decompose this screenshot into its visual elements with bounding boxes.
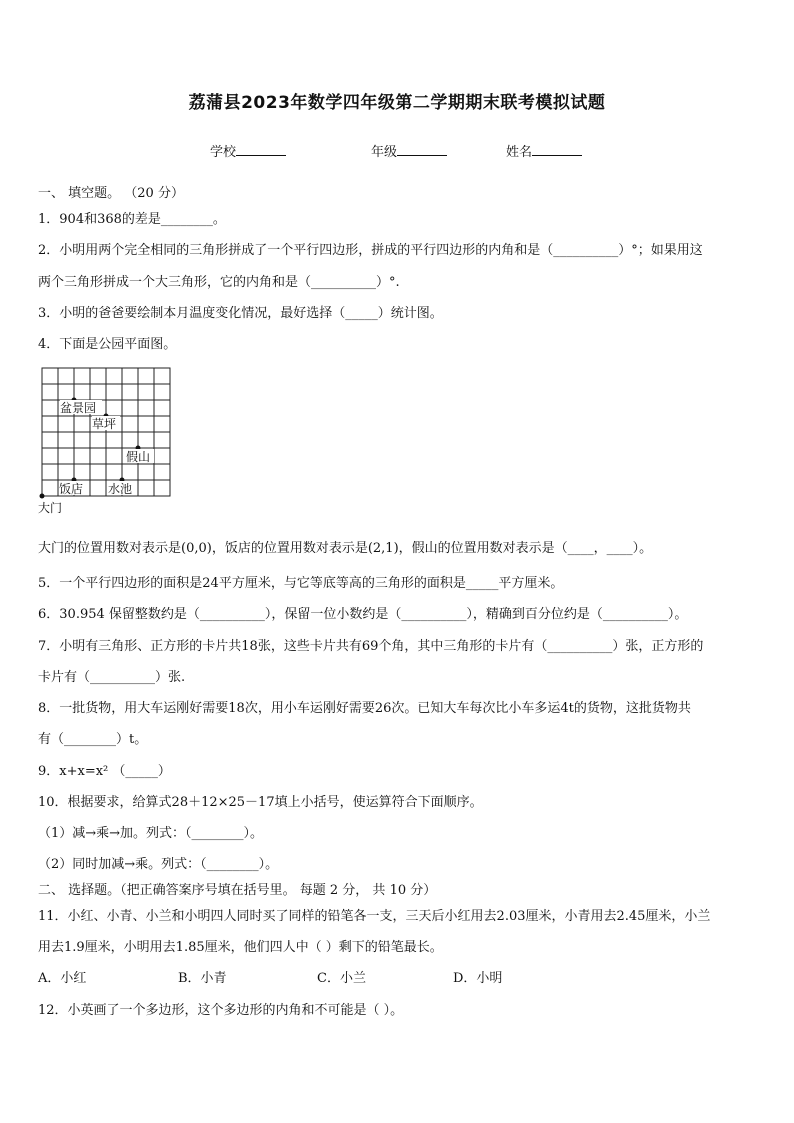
question-11-line-2: 用去1.9厘米，小明用去1.85厘米，他们四人中（ ）剩下的铅笔最长。 (38, 940, 443, 955)
question-12: 12．小英画了一个多边形，这个多边形的内角和不可能是（ ）。 (38, 1003, 404, 1018)
school-label: 学校 (210, 145, 237, 160)
park-map (38, 366, 178, 516)
school-blank[interactable] (236, 143, 286, 156)
option-a[interactable]: A．小红 (38, 971, 87, 986)
question-4-text: 大门的位置用数对表示是(0,0)，饭店的位置用数对表示是(2,1)，假山的位置用数对表示是（____，____）。 (38, 541, 653, 556)
question-5: 5．一个平行四边形的面积是24平方厘米，与它等底等高的三角形的面积是_____平方厘米。 (38, 576, 564, 591)
bonsai-label: 盆景园 (60, 401, 97, 415)
pool-label: 水池 (108, 482, 133, 496)
question-10: 10．根据要求，给算式28＋12×25－17填上小括号，使运算符合下面顺序。 (38, 795, 483, 810)
gate-point (40, 494, 45, 499)
question-2-line-2: 两个三角形拼成一个大三角形，它的内角和是（__________）°. (38, 275, 400, 290)
option-b[interactable]: B．小青 (178, 971, 227, 986)
name-blank[interactable] (532, 143, 582, 156)
question-3: 3．小明的爸爸要绘制本月温度变化情况，最好选择（_____）统计图。 (38, 306, 443, 321)
question-7-line-1: 7．小明有三角形、正方形的卡片共18张，这些卡片共有69个角，其中三角形的卡片有（__________）张，正方形的 (38, 639, 704, 654)
option-c[interactable]: C．小兰 (317, 971, 366, 986)
lawn-label: 草坪 (92, 417, 117, 431)
question-11-line-1: 11．小红、小青、小兰和小明四人同时买了同样的铅笔各一支，三天后小红用去2.03厘米，小青用去2.45厘米，小兰 (38, 909, 711, 924)
student-info-row (0, 141, 794, 159)
grade-blank[interactable] (397, 143, 447, 156)
hotel-label: 饭店 (59, 482, 84, 496)
gate-label: 大门 (38, 501, 63, 515)
park-map-grid (38, 366, 178, 516)
school-field[interactable] (210, 141, 286, 160)
question-7-line-2: 卡片有（__________）张. (38, 670, 186, 685)
name-field[interactable] (506, 141, 582, 160)
grade-label: 年级 (371, 145, 398, 160)
question-10-part-2: （2）同时加减→乘。列式：（________）。 (38, 857, 279, 872)
rockery-label: 假山 (126, 450, 151, 464)
name-label: 姓名 (506, 145, 533, 160)
page-title: 荔蒲县2023年数学四年级第二学期期末联考模拟试题 (188, 93, 606, 113)
question-1: 1．904和368的差是________。 (38, 212, 226, 227)
section-2-heading: 二、 选择题。（把正确答案序号填在括号里。 每题 2 分， 共 10 分） (38, 883, 437, 898)
question-6: 6．30.954 保留整数约是（__________），保留一位小数约是（__________），精确到百分位约是（__________）。 (38, 607, 688, 622)
question-8-line-2: 有（________）t。 (38, 732, 148, 747)
question-9: 9．x+x=x² （_____） (38, 764, 171, 779)
question-10-part-1: （1）减→乘→加。列式：（________）。 (38, 826, 264, 841)
question-4: 4．下面是公园平面图。 (38, 337, 177, 352)
option-d[interactable]: D．小明 (453, 971, 503, 986)
question-8-line-1: 8．一批货物，用大车运刚好需要18次，用小车运刚好需要26次。已知大车每次比小车多运4t的货物，这批货物共 (38, 701, 691, 716)
section-1-heading: 一、 填空题。 （20 分） (38, 186, 184, 201)
grade-field[interactable] (371, 141, 447, 160)
question-2-line-1: 2．小明用两个完全相同的三角形拼成了一个平行四边形，拼成的平行四边形的内角和是（__________）°；如果用这 (38, 243, 703, 258)
